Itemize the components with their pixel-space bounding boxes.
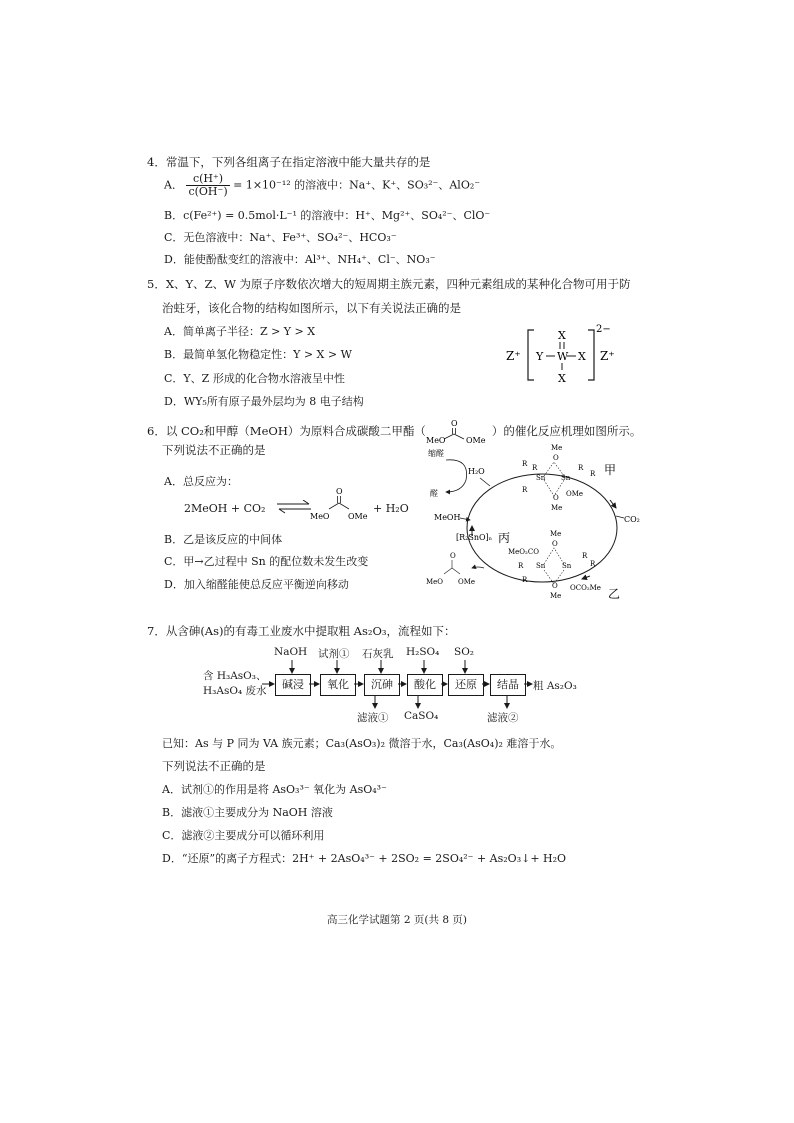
eq-ester-meo: MeO: [310, 512, 330, 521]
q7-option-b: B．滤液①主要成分为 NaOH 溶液: [162, 806, 333, 819]
q4-option-c: C．无色溶液中：Na⁺、Fe³⁺、SO₄²⁻、HCO₃⁻: [164, 231, 397, 244]
jia-me-bottom: Me: [551, 504, 563, 512]
yi-me-bottom: Me: [550, 592, 562, 600]
jia-sn1: Sn: [536, 474, 546, 482]
cycle-acetal: 缩醛: [428, 449, 444, 458]
jia-o-top: O: [553, 454, 559, 462]
q5-stem-line2: 治蛀牙，该化合物的结构如图所示，以下有关说法正确的是: [162, 301, 461, 315]
flow-step-reduction: 还原: [448, 674, 484, 696]
q4-option-a-prefix: A．: [164, 178, 183, 192]
yi-sn1: Sn: [536, 562, 546, 570]
q7-option-d: D．“还原”的离子方程式：2H⁺ + 2AsO₄³⁻ + 2SO₂ = 2SO₄²⁻ + As₂O₃↓+ H₂O: [162, 852, 567, 865]
q6-equation-left: 2MeOH + CO₂: [184, 502, 266, 515]
flow-input-so2: SO₂: [454, 646, 475, 658]
q6-equation-right: + H₂O: [373, 502, 409, 515]
struct-x-right: X: [578, 350, 586, 363]
jia-me-top: Me: [551, 444, 563, 452]
label-yi: 乙: [608, 587, 621, 601]
struct-x-bottom: X: [558, 372, 566, 385]
flow-input-limewater: 石灰乳: [362, 648, 394, 660]
yi-o-top: O: [552, 540, 558, 548]
q4-option-d: D．能使酚酞变红的溶液中：Al³⁺、NH₄⁺、Cl⁻、NO₃⁻: [164, 253, 436, 266]
flow-output-filtrate2: 滤液②: [487, 712, 519, 724]
yi-r2: R: [582, 552, 588, 560]
product-meo: MeO: [426, 578, 444, 586]
flow-input-h2so4: H₂SO₄: [406, 646, 440, 658]
jia-ome: OMe: [566, 490, 584, 498]
q4-option-b: B．c(Fe²⁺) = 0.5mol·L⁻¹ 的溶液中：H⁺、Mg²⁺、SO₄²⁻、ClO⁻: [164, 209, 491, 222]
cycle-meoh: MeOH: [434, 513, 461, 522]
flow-output-filtrate1: 滤液①: [357, 712, 389, 724]
yi-r4: R: [522, 576, 528, 584]
flow-output-caso4: CaSO₄: [404, 710, 439, 722]
q6-option-b: B．乙是该反应的中间体: [164, 533, 283, 546]
flow-step-alkali-leach: 碱浸: [275, 674, 311, 696]
product-ome: OMe: [458, 578, 476, 586]
product-o: O: [450, 552, 456, 560]
ester-meo: MeO: [425, 436, 446, 444]
flow-feed-line2: H₃AsO₄ 废水: [203, 685, 267, 697]
jia-r5: R: [522, 486, 528, 494]
cycle-h2o: H₂O: [468, 467, 485, 476]
q6-option-d: D．加入缩醛能使总反应平衡逆向移动: [164, 578, 349, 591]
q7-option-a: A．试剂①的作用是将 AsO₃³⁻ 氧化为 AsO₄³⁻: [162, 783, 387, 796]
page-footer: 高三化学试题第 2 页(共 8 页): [327, 914, 467, 926]
cycle-co2: CO₂: [624, 515, 640, 524]
label-jia: 甲: [604, 463, 617, 477]
q5-stem-line1: 5．X、Y、Z、W 为原子序数依次增大的短周期主族元素，四种元素组成的某种化合物可用于防: [147, 277, 631, 291]
struct-x-top: X: [558, 329, 566, 342]
yi-oco2me: OCO₂Me: [570, 584, 601, 592]
struct-y: Y: [536, 350, 544, 363]
flow-step-precipitation: 沉砷: [364, 674, 400, 696]
q7-known: 已知：As 与 P 同为 VA 族元素；Ca₃(AsO₃)₂ 微溶于水，Ca₃(AsO₄)₂ 难溶于水。: [162, 737, 562, 750]
flow-input-naoh: NaOH: [274, 646, 308, 658]
flow-product: 粗 As₂O₃: [533, 680, 577, 692]
q6-stem-line2: 下列说法不正确的是: [162, 443, 266, 457]
q7-option-c: C．滤液②主要成分可以循环利用: [162, 829, 325, 842]
yi-sn2: Sn: [562, 562, 572, 570]
q4-fraction-numerator: c(H⁺): [186, 173, 229, 186]
flow-step-oxidation: 氧化: [320, 674, 356, 696]
struct-z-right: Z⁺: [600, 349, 615, 363]
q6-option-c: C．甲→乙过程中 Sn 的配位数未发生改变: [164, 555, 369, 568]
q6-stem-part1: 6．以 CO₂和甲醇（MeOH）为原料合成碳酸二甲酯（: [147, 424, 426, 438]
jia-r4: R: [590, 470, 596, 478]
jia-o-bottom: O: [553, 494, 559, 502]
yi-r3: R: [590, 560, 596, 568]
ester-ome: OMe: [465, 436, 486, 444]
bing-species: [R₂SnO]ₙ: [456, 533, 493, 542]
jia-r1: R: [522, 460, 528, 468]
struct-w: W: [557, 350, 569, 363]
q4-stem: 4．常温下，下列各组离子在指定溶液中能大量共存的是: [147, 155, 431, 169]
jia-r3: R: [578, 464, 584, 472]
q6-option-a: A．总反应为：: [164, 475, 238, 488]
flow-input-reagent1: 试剂①: [318, 648, 350, 660]
q4-option-a-rest: = 1×10⁻¹² 的溶液中：Na⁺、K⁺、SO₃²⁻、AlO₂⁻: [233, 178, 481, 192]
eq-ester-ome: OMe: [348, 512, 368, 521]
yi-o-bottom: O: [552, 582, 558, 590]
cycle-aldehyde: 醛: [430, 489, 438, 498]
eq-ester-o: O: [336, 487, 343, 496]
q5-option-d: D．WY₅所有原子最外层均为 8 电子结构: [164, 395, 364, 408]
q4-fraction-denominator: c(OH⁻): [188, 185, 228, 198]
yi-r1: R: [518, 562, 524, 570]
jia-r2: R: [532, 464, 538, 472]
struct-charge: 2−: [596, 324, 611, 335]
q7-stem2: 下列说法不正确的是: [162, 759, 266, 773]
flow-feed-line1: 含 H₃AsO₃、: [203, 670, 267, 682]
flow-step-crystallize: 结晶: [490, 674, 526, 696]
q7-stem: 7．从含砷(As)的有毒工业废水中提取粗 As₂O₃，流程如下：: [147, 624, 456, 638]
q5-option-a: A．简单离子半径：Z > Y > X: [164, 325, 316, 338]
ester-o: O: [450, 419, 458, 428]
yi-me-top: Me: [550, 530, 562, 538]
jia-sn2: Sn: [561, 474, 571, 482]
struct-z-left: Z⁺: [506, 349, 521, 363]
q5-option-c: C．Y、Z 形成的化合物水溶液呈中性: [164, 372, 345, 385]
q6-stem-part2: ）的催化反应机理如图所示。: [491, 424, 642, 438]
q5-option-b: B．最简单氢化物稳定性：Y > X > W: [164, 348, 352, 361]
flow-step-acidify: 酸化: [407, 674, 443, 696]
yi-meo2co: MeO₂CO: [508, 548, 539, 556]
label-bing: 丙: [498, 531, 511, 545]
